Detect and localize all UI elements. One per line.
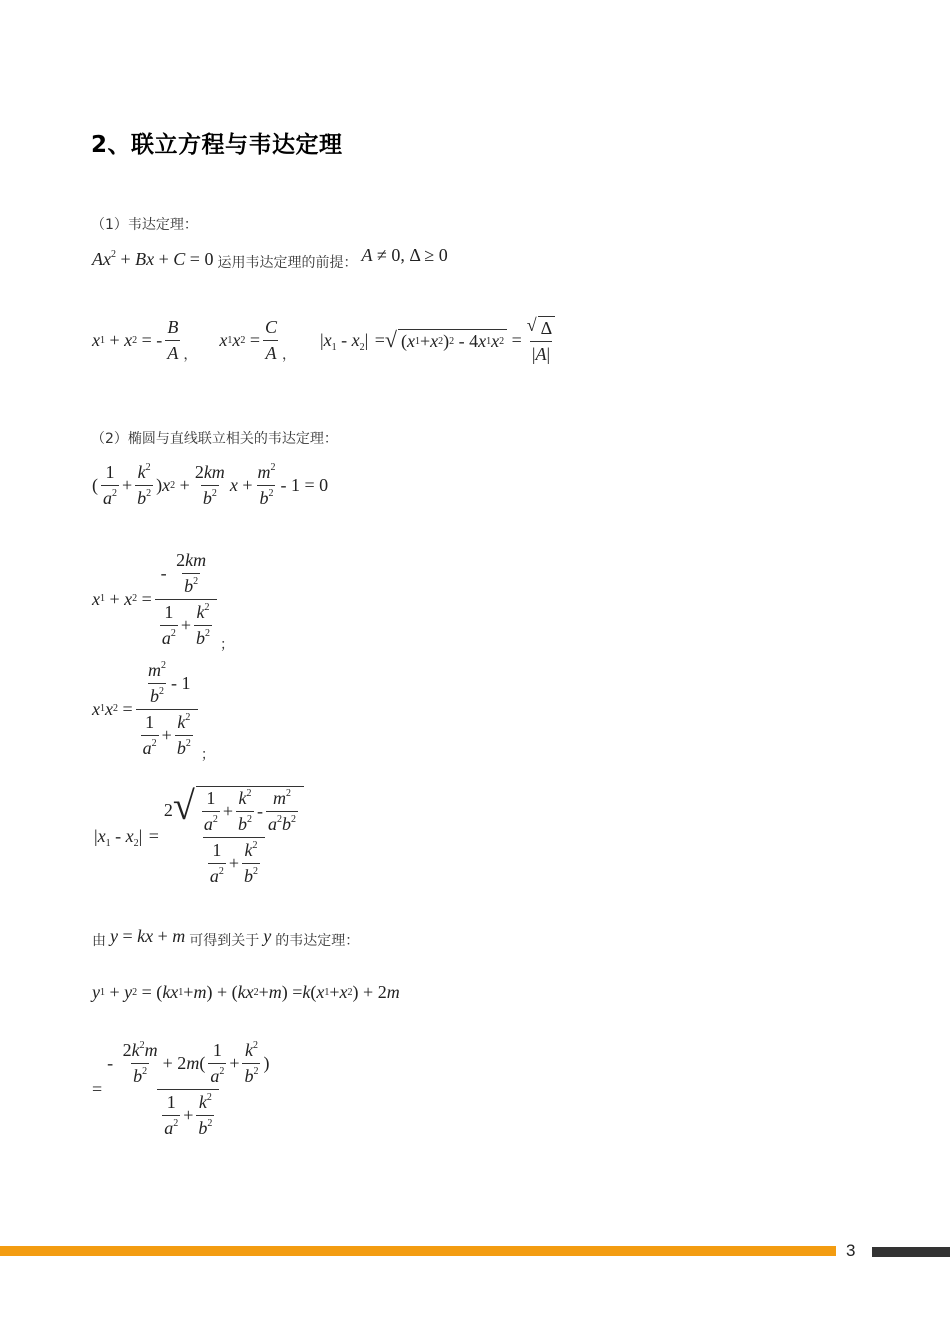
footer-accent-bar [0,1246,836,1256]
separator-comma-1: ， [183,346,198,363]
section-title: 2、联立方程与韦达定理 [91,132,343,158]
separator-semicolon-2: ； [200,747,215,763]
difference-of-roots: $|x_1 - x_2|$ = √ ( x 1 + x 2 ) 2 - 4 x 1 x 2 = √ Δ |A| [318,316,560,365]
ellipse-difference-of-roots: $|x_1 - x_2|$ = 2 √ $\frac{1}{a^2}$ + $\frac{k^2}{b^2}$ - $\frac{m^2}{a^2b^2}$ $\frac{1}{a^2}$ + $\frac{k^2}{b^2}$ [92,786,309,887]
y-sum-result: = - $\frac{2k^2m}{b^2}$ + 2 m ( $\frac{1}{a^2}$ + $\frac{k^2}{b^2}$ ) $\frac{1}{a^2}$ + $\frac{k^2}{b^2}$ [92,1040,270,1138]
footer-dark-bar [872,1247,950,1257]
intro-suffix: 的韦达定理： [275,933,360,949]
page-number: 3 [846,1241,856,1260]
y-vieta-intro [92,922,359,950]
y-sum-expansion: y 1 + y 2 = ( kx 1 + m ) + ( kx 2 + m ) = k ( x 1 + x 2 ) + 2 m [92,982,400,1002]
quadratic-equation: $Ax^2 + Bx + C = 0$ [92,248,214,269]
quadratic-equation-line [92,246,448,272]
combined-equation: ( $\frac{1}{a^2}$ + $\frac{k^2}{b^2}$ ) x 2 + $\frac{2km}{b^2}$ x + $\frac{m^2}{b^2}$ - 1 = 0 [92,462,329,508]
ellipse-product-of-roots: x 1 x 2 = $\frac{m^2}{b^2}$ - 1 $\frac{1}{a^2}$ + $\frac{k^2}{b^2}$ ； [92,659,215,763]
precondition-text: 运用韦达定理的前提： [217,255,358,271]
intro-prefix: 由 [92,933,106,949]
variable-y: y [263,925,272,946]
separator-semicolon-1: ； [219,637,234,653]
separator-comma-2: ， [281,346,296,363]
line-equation: y = kx + m [110,925,186,946]
precondition-formula: A ≠ 0, Δ ≥ 0 [361,244,448,265]
sum-of-roots: x 1 + x 2 = - $\frac{B}{A}$ [92,317,179,364]
subsection-label-1: （1）韦达定理： [91,217,198,233]
subsection-label-2: （2）椭圆与直线联立相关的韦达定理： [91,431,338,447]
vieta-formulas-line [92,316,560,365]
ellipse-sum-of-roots: x 1 + x 2 = - $\frac{2km}{b^2}$ $\frac{1}{a^2}$ + $\frac{k^2}{b^2}$ ； [92,549,234,653]
intro-middle: 可得到关于 [189,933,260,949]
product-of-roots: x 1 x 2 = $\frac{C}{A}$ [219,317,277,364]
